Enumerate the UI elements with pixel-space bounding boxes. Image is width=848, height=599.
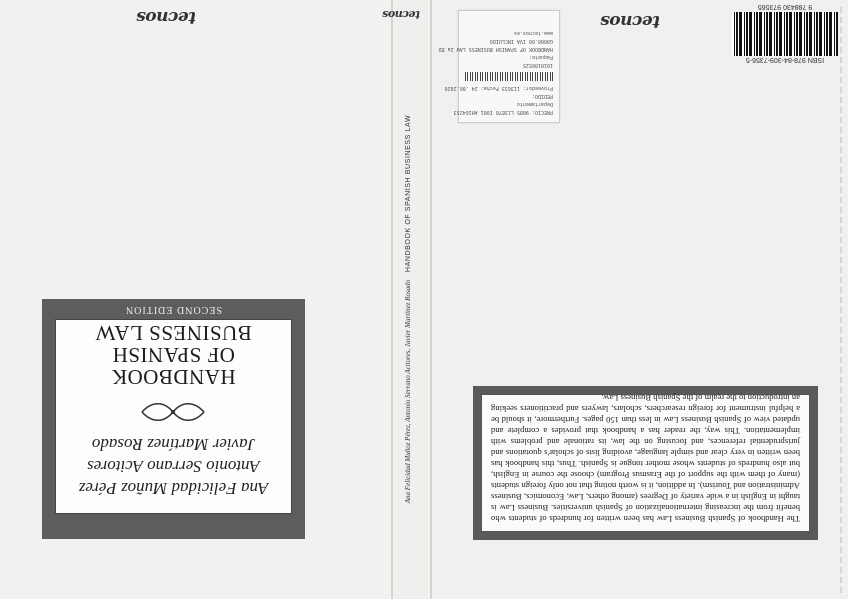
publisher-logo-front: tecnos xyxy=(136,7,196,27)
isbn-text: ISBN 978-84-309-7356-5 xyxy=(745,56,825,63)
sticker-line: Departamento xyxy=(516,101,553,107)
barcode-digits: 9 788430 973565 xyxy=(757,3,813,10)
blurb-box xyxy=(473,386,818,540)
edition-label: SECOND EDITION xyxy=(124,304,223,315)
sticker-line: 1010100525 xyxy=(522,62,553,68)
author-name: Ana Felicidad Muñoz Pérez xyxy=(78,479,269,498)
sticker-line: Proveedor: 113633 Fecha: 24 .06.2020 xyxy=(444,85,553,91)
flourish-ornament xyxy=(139,399,209,425)
author-name: Antonio Serrano Acitores xyxy=(87,457,260,476)
front-fold-line xyxy=(391,0,393,599)
blurb-text: The Handbook of Spanish Business Law has been written for hundreds of students who benefit from the increasing internationalization of Spanish universities. Business Law is taught in English in a wide variety of Degrees (among others, Law, Economics, Business Administration and Tourism). In addition, it is worth noting that not only foreign students (many of them with the support of the Erasmus Program) choose the course in English, but also hundreds of students whose mother tongue is Spanish. Thus, this handbook has been written in very clear and simple language, avoiding lists of scholar's quotations and jurisprudential references, and focusing on the law, its rationale and problems with implementation. This way, the reader has a handbook that provides a complete and updated view of Spanish Business Law in less than 150 pages. Furthermore, it should be a helpful instrument for foreign researchers, scholars, lawyers and practitioners seeking an introduction to the realm of the Spanish Business Law. xyxy=(481,394,810,532)
publisher-logo-back: tecnos xyxy=(600,11,660,31)
author-name: Javier Martínez Rosado xyxy=(91,435,256,454)
spine-title: HANDBOOK OF SPANISH BUSINESS LAW xyxy=(405,114,412,273)
cover-title-panel xyxy=(55,319,292,514)
sticker-barcode xyxy=(465,72,553,81)
price-sticker xyxy=(438,10,560,123)
book-title-line: OF SPANISH xyxy=(112,343,235,367)
cover-title-block xyxy=(42,299,305,539)
barcode-bars xyxy=(732,12,838,56)
book-title-line: BUSINESS LAW xyxy=(95,321,252,345)
book-title-line: HANDBOOK xyxy=(111,365,236,389)
sticker-line: HANDBOOK OF SPANISH BUSINESS LAW 2a ED xyxy=(438,46,553,52)
back-fold-line xyxy=(430,0,432,599)
perforation-guide xyxy=(830,7,842,593)
sticker-line: www.tecnos.es xyxy=(513,30,553,36)
spine-text xyxy=(404,74,418,544)
isbn-barcode xyxy=(732,3,838,65)
spine-authors: Ana Felicidad Muñoz Pérez, Antonio Serrano Acitores, Javier Martínez Rosado xyxy=(404,279,412,504)
sticker-line: G0000.00 IVA INCLUIDO xyxy=(489,38,553,44)
sticker-line: PRECIO: 9085 L13E70 I001 AH164253 xyxy=(453,109,553,115)
publisher-logo-spine: tecnos xyxy=(382,8,420,21)
sticker-line: PEDIDO: xyxy=(531,93,553,99)
sticker-line: Paquete: xyxy=(528,54,553,60)
